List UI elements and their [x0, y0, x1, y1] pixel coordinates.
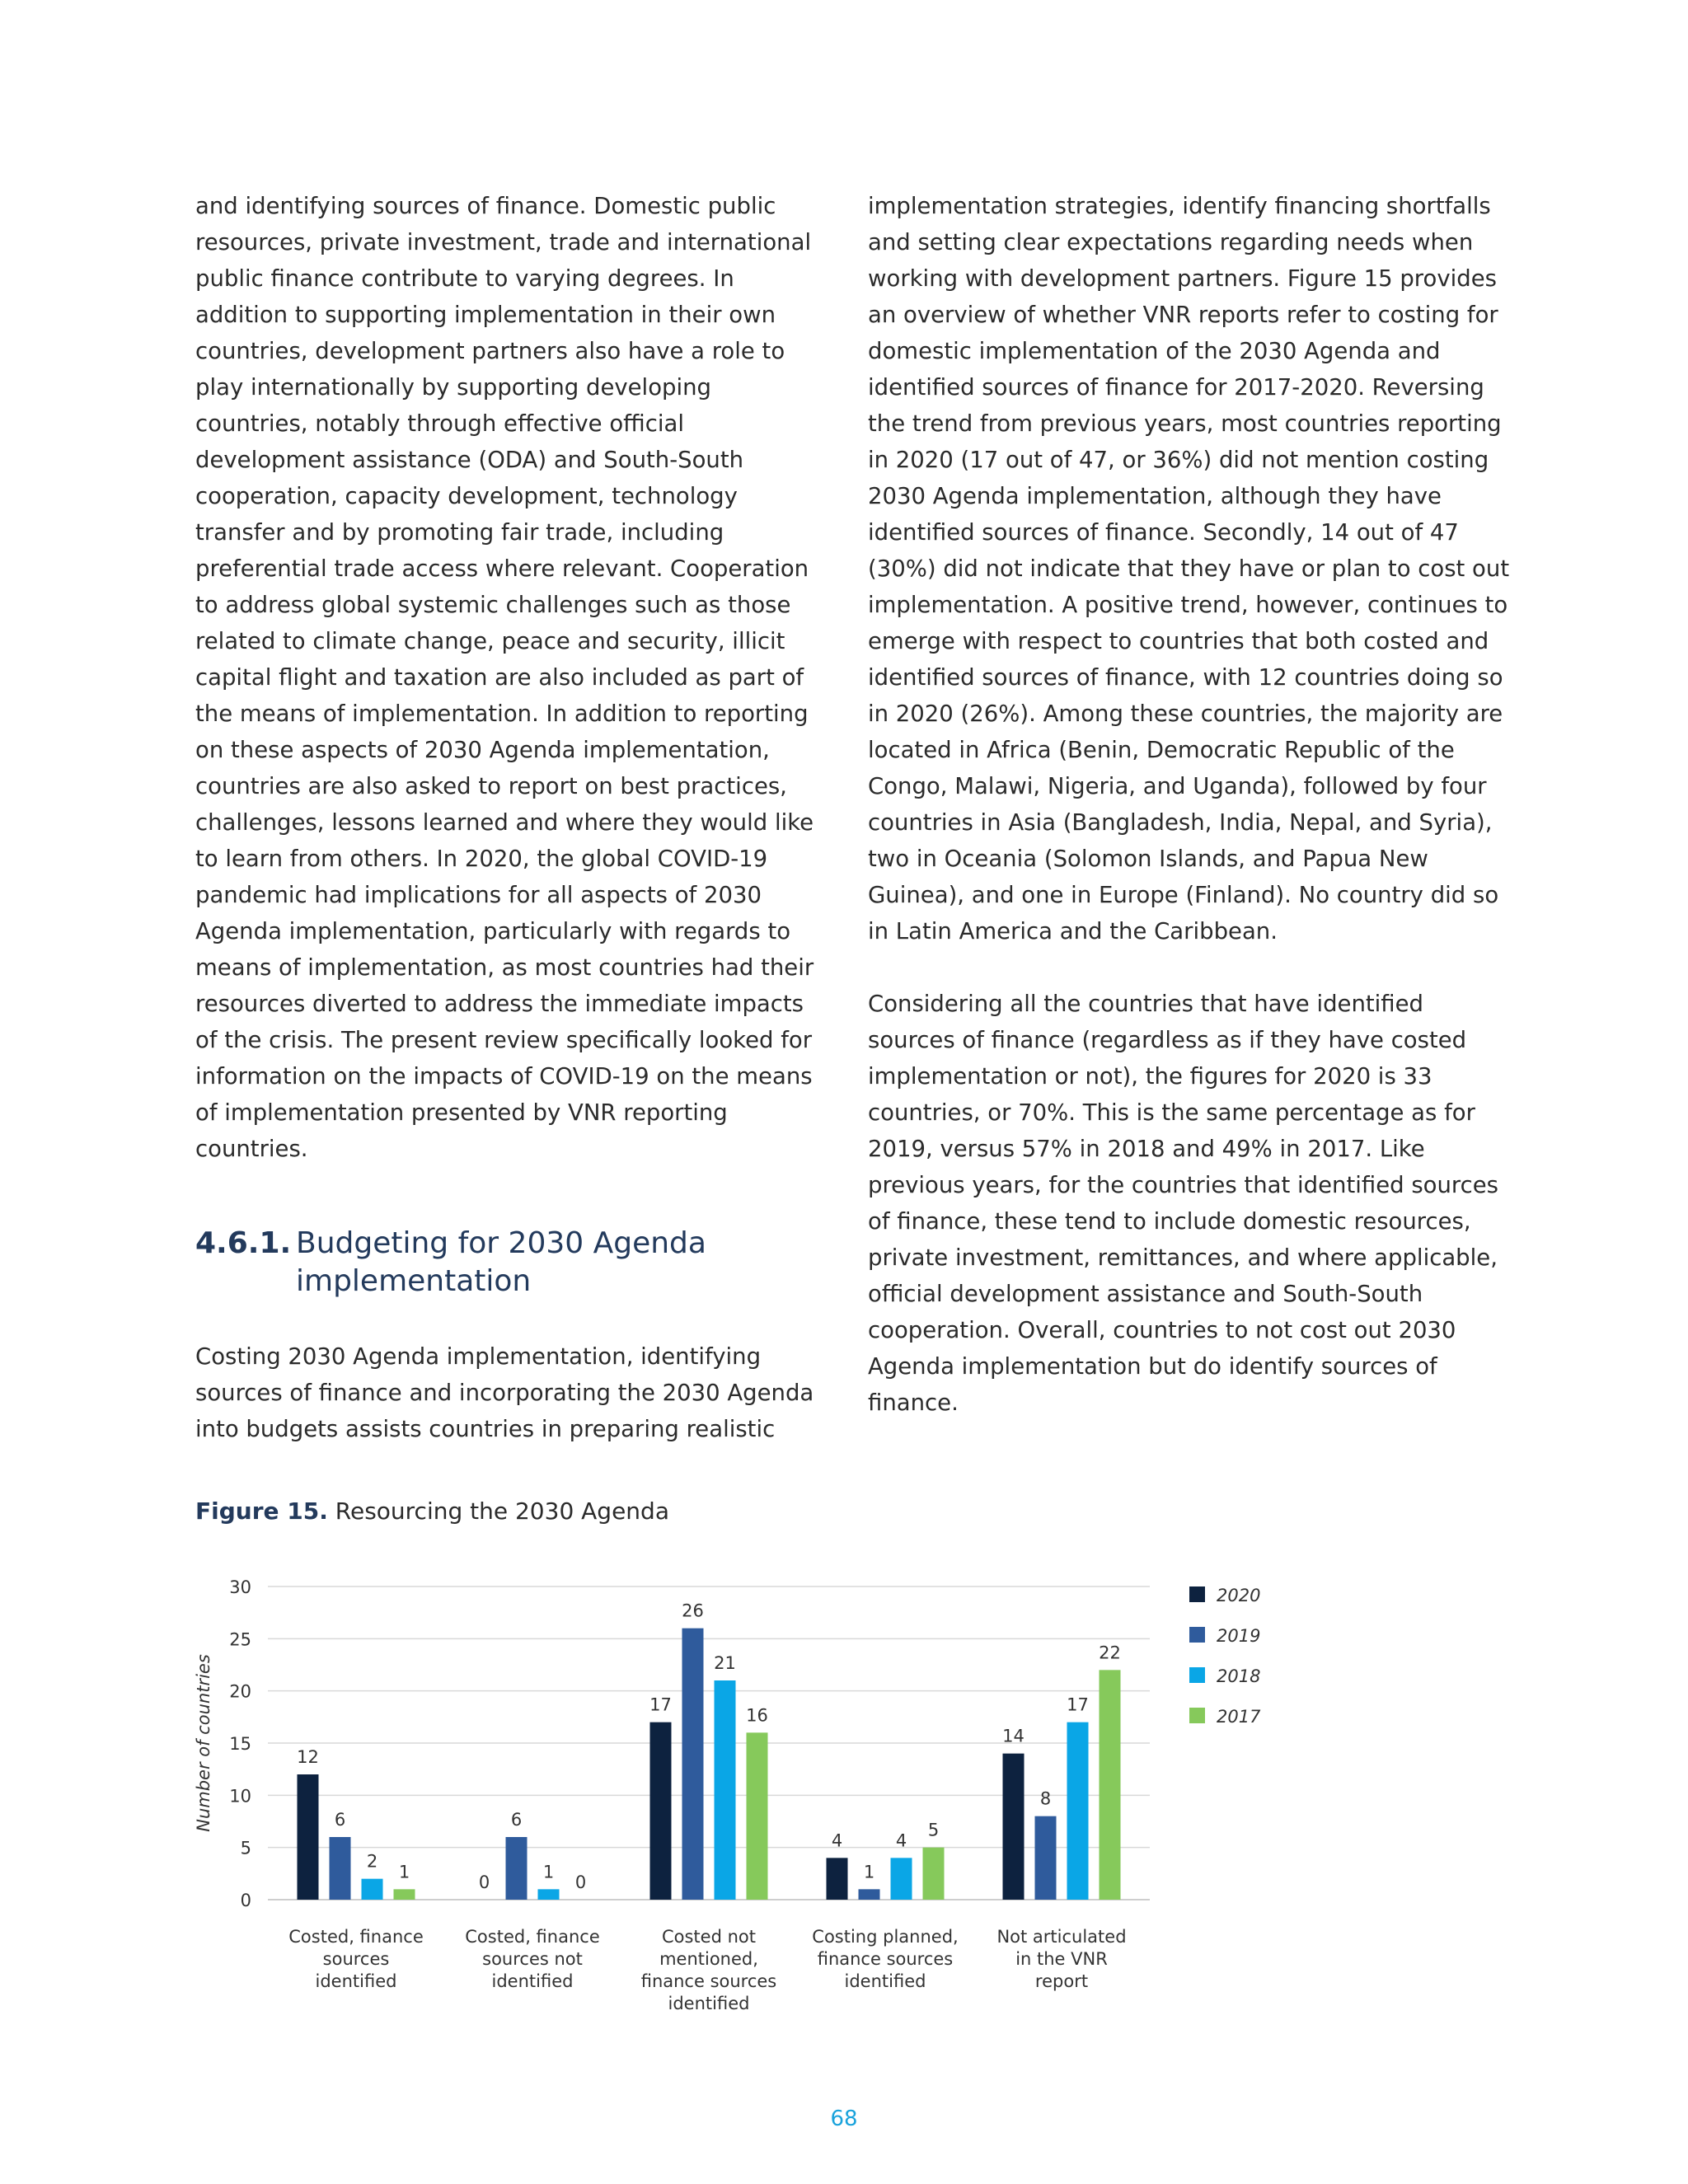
x-tick-label: identified [315, 1971, 397, 1991]
bar-2018 [715, 1680, 736, 1900]
x-tick-label: finance sources [817, 1949, 954, 1969]
bar-2019 [1035, 1816, 1057, 1900]
bar-2018 [538, 1889, 560, 1900]
data-label: 26 [682, 1601, 704, 1621]
right-paragraph-1: implementation strategies, identify financing shortfalls and setting clear expectations regarding needs when working with development partners. Figure 15 provides an overview of whether VNR reports refer to costing for domestic implementation of the 2030 Agenda and identified sources of finance for 2017-2020. Reversing the trend from previous years, most countries reporting in 2020 (17 out of 47, or 36%) did not mention costing 2030 Agenda implementation, although they have identified sources of finance. Secondly, 14 out of 47 (30%) did not indicate that they have or plan to cost out implementation. A positive trend, however, continues to emerge with respect to countries that both costed and identified sources of finance, with 12 countries doing so in 2020 (26%). Among these countries, the majority are located in Africa (Benin, Democratic Republic of the Congo, Malawi, Nigeria, and Uganda), followed by four countries in Asia (Bangladesh, India, Nepal, and Syria), two in Oceania (Solomon Islands, and Papua New Guinea), and one in Europe (Finland). No country did so in Latin America and the Caribbean. [868, 193, 1510, 944]
x-tick-label: in the VNR [1015, 1949, 1108, 1969]
y-tick-label: 30 [229, 1577, 251, 1597]
bar-2019 [506, 1837, 528, 1900]
left-paragraph-2: Costing 2030 Agenda implementation, identifying sources of finance and incorporating the 2030 Agenda into budgets assists countries in preparing realistic [195, 1343, 814, 1442]
x-tick-label: report [1034, 1971, 1089, 1991]
x-tick-label: finance sources [640, 1971, 777, 1991]
x-tick-label: identified [491, 1971, 574, 1991]
x-tick-label: Not articulated [996, 1927, 1127, 1947]
y-tick-label: 15 [229, 1734, 251, 1754]
bar-2017 [923, 1848, 945, 1900]
legend-label: 2018 [1217, 1666, 1261, 1686]
section-number: 4.6.1. [195, 1226, 292, 1260]
data-label: 17 [1067, 1694, 1089, 1715]
data-label: 2 [366, 1851, 378, 1872]
x-tick-label: sources [322, 1949, 390, 1969]
legend-swatch-2018 [1189, 1667, 1205, 1683]
bar-2019 [330, 1837, 351, 1900]
data-label: 14 [1002, 1726, 1025, 1746]
data-label: 4 [895, 1830, 907, 1851]
data-label: 6 [334, 1810, 346, 1830]
data-label: 8 [1039, 1788, 1052, 1809]
x-tick-label: Costed, finance [465, 1927, 600, 1947]
data-label: 22 [1099, 1643, 1121, 1663]
legend-label: 2017 [1217, 1707, 1261, 1727]
figure-label: Figure 15. [195, 1497, 328, 1525]
data-label: 21 [714, 1653, 736, 1673]
bar-2018 [362, 1879, 383, 1900]
data-label: 1 [863, 1862, 875, 1882]
legend-swatch-2017 [1189, 1708, 1205, 1723]
left-paragraph-1: and identifying sources of finance. Domestic public resources, private investment, trade and international public finance contribute to varying degrees. In addition to supporting implementation in their own countries, development partners also have a role to play internationally by supporting developing countries, notably through effective official development assistance (ODA) and South-South cooperation, capacity development, technology transfer and by promoting fair trade, including preferential trade access where relevant. Cooperation to address global systemic challenges such as those related to climate change, peace and security, illicit capital flight and taxation are also included as part of the means of implementation. In addition to reporting on these aspects of 2030 Agenda implementation, countries are also asked to report on best practices, challenges, lessons learned and where they would like to learn from others. In 2020, the global COVID-19 pandemic had implications for all aspects of 2030 Agenda implementation, particularly with regards to means of implementation, as most countries had their resources diverted to address the immediate impacts of the crisis. The present review specifically looked for information on the impacts of COVID-19 on the means of implementation presented by VNR reporting countries. [195, 193, 814, 1162]
y-tick-label: 10 [229, 1786, 251, 1807]
legend-swatch-2019 [1189, 1627, 1205, 1643]
legend-swatch-2020 [1189, 1586, 1205, 1602]
data-label: 1 [398, 1862, 410, 1882]
data-label: 0 [478, 1872, 490, 1892]
bar-2020 [298, 1774, 319, 1900]
y-axis-label: Number of countries [194, 1654, 213, 1832]
x-tick-label: Costing planned, [812, 1927, 959, 1947]
x-tick-label: mentioned, [659, 1949, 758, 1969]
x-tick-label: Costed, finance [288, 1927, 424, 1947]
data-label: 4 [831, 1830, 843, 1851]
page-number: 68 [830, 2107, 858, 2131]
y-tick-label: 5 [240, 1838, 251, 1858]
bar-2017 [394, 1889, 415, 1900]
bar-2019 [859, 1889, 880, 1900]
section-title: Budgeting for 2030 Agenda implementation [296, 1226, 706, 1298]
data-label: 17 [649, 1694, 672, 1715]
y-tick-label: 0 [240, 1891, 251, 1910]
bar-2018 [1067, 1722, 1089, 1900]
legend-label: 2019 [1217, 1626, 1261, 1646]
bar-2020 [1003, 1754, 1025, 1900]
x-tick-label: identified [844, 1971, 926, 1991]
x-tick-label: Costed not [661, 1927, 757, 1947]
legend-label: 2020 [1217, 1586, 1261, 1605]
bar-2020 [827, 1858, 848, 1900]
y-tick-label: 20 [229, 1681, 251, 1702]
x-tick-label: identified [668, 1994, 750, 2013]
bar-2018 [891, 1858, 912, 1900]
right-paragraph-2: Considering all the countries that have identified sources of finance (regardless as if they have costed implementation or not), the figures for 2020 is 33 countries, or 70%. This is the same percentage as for 2019, versus 57% in 2018 and 49% in 2017. Like previous years, for the countries that identified sources of finance, these tend to include domestic resources, private investment, remittances, and where applicable, official development assistance and South-South cooperation. Overall, countries to not cost out 2030 Agenda implementation but do identify sources of finance. [868, 991, 1498, 1416]
data-label: 6 [510, 1810, 523, 1830]
bar-2017 [747, 1732, 768, 1900]
x-tick-label: sources not [482, 1949, 583, 1969]
data-label: 16 [746, 1705, 768, 1726]
bar-2019 [682, 1629, 704, 1900]
data-label: 12 [297, 1747, 319, 1767]
data-label: 1 [542, 1862, 555, 1882]
data-label: 5 [927, 1820, 940, 1840]
y-tick-label: 25 [229, 1629, 251, 1650]
bar-2017 [1100, 1670, 1121, 1900]
bar-2020 [650, 1722, 672, 1900]
figure-caption-text: Resourcing the 2030 Agenda [335, 1497, 669, 1525]
data-label: 0 [574, 1872, 587, 1892]
